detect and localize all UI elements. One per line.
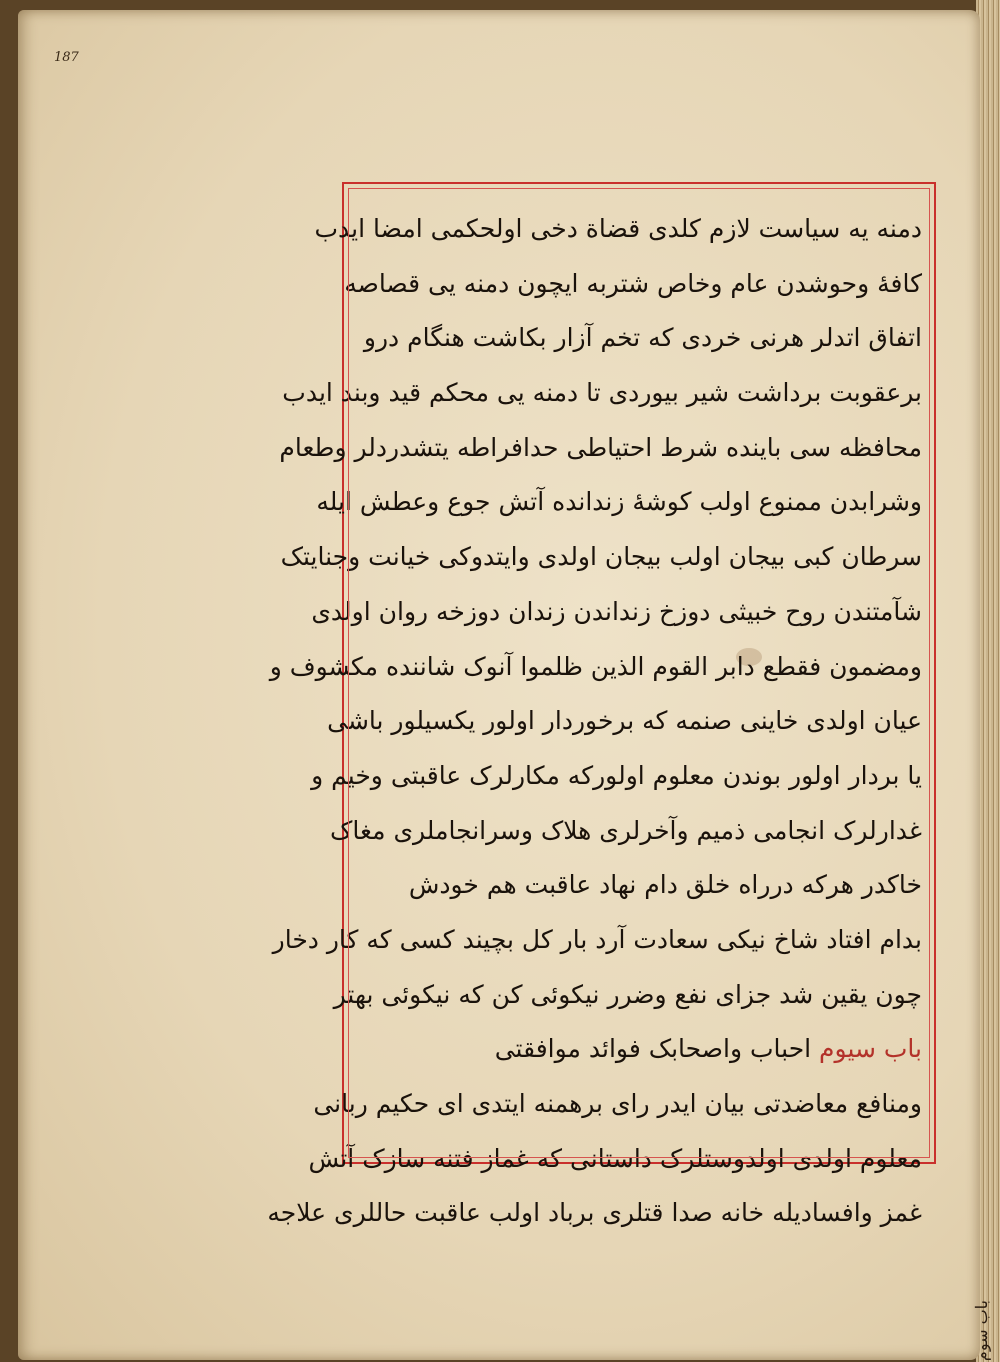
text-line: کافهٔ وحوشدن عام وخاص شتربه ایچون دمنه یی قصاصه <box>344 268 922 298</box>
text-line: سرطان کبی بیجان اولب بیجان اولدی وایتدوکی خیانت وجنایتک <box>280 542 922 572</box>
text-line: اتفاق اتدلر هرنی خردی که تخم آزار بکاشت هنگام درو <box>363 323 922 353</box>
text-line: یا بردار اولور بوندن معلوم اولورکه مکارلرک عاقبتی وخیم و <box>311 760 922 790</box>
text-line: غمز وافسادیله خانه صدا قتلری برباد اولب عاقبت حاللری علاجه <box>267 1198 922 1228</box>
text-line: شآمتندن روح خبیثی دوزخ زنداندن زندان دوزخه روان اولدی <box>311 596 922 626</box>
text-line: خاکدر هرکه درراه خلق دام نهاد عاقبت هم خودش <box>408 870 922 900</box>
catchword: باب سوم <box>972 1300 991 1362</box>
text-line: ومنافع معاضدتی بیان ایدر رای برهمنه ایتدی ای حکیم ربانی <box>313 1089 922 1118</box>
text-line: محافظه سی باینده شرط احتیاطی حدافراطه یتشدردلر وطعام <box>279 432 922 462</box>
text-line: عیان اولدی خاینی صنمه که برخوردار اولور یکسیلور باشی <box>327 706 922 736</box>
text-line: بدام افتاد شاخ نیکی سعادت آرد بار کل بچیند کسی که کار دخار <box>272 924 922 954</box>
chapter-heading-line: باب سیوم احباب واصحابک فوائد موافقتی <box>494 1034 922 1064</box>
text-line: وشرابدن ممنوع اولب کوشهٔ زندانده آتش جوع وعطش ایله <box>316 487 922 517</box>
text-line: چون یقین شد جزای نفع وضرر نیکوئی کن که نیکوئی بهتر <box>333 979 922 1009</box>
text-block <box>267 202 922 1228</box>
text-line: غدارلرک انجامی ذمیم وآخرلری هلاک وسرانجاملری مغاک <box>330 815 922 845</box>
chapter-rubric: باب سیوم <box>819 1034 922 1064</box>
text-frame <box>267 182 936 1228</box>
text-line: ومضمون فقطع دابر القوم الذین ظلموا آنوک شاننده مکشوف و <box>269 651 922 681</box>
text-line: برعقوبت برداشت شیر بیوردی تا دمنه یی محکم قید وبند ایدب <box>282 378 922 408</box>
page-number: 187 <box>54 50 79 65</box>
text-line: معلوم اولدی اولدوستلرک داستانی که غماز فتنه سازک آتش <box>308 1143 922 1173</box>
text-line: دمنه یه سیاست لازم کلدی قضاة دخی اولحکمی امضا ایدب <box>314 214 922 243</box>
